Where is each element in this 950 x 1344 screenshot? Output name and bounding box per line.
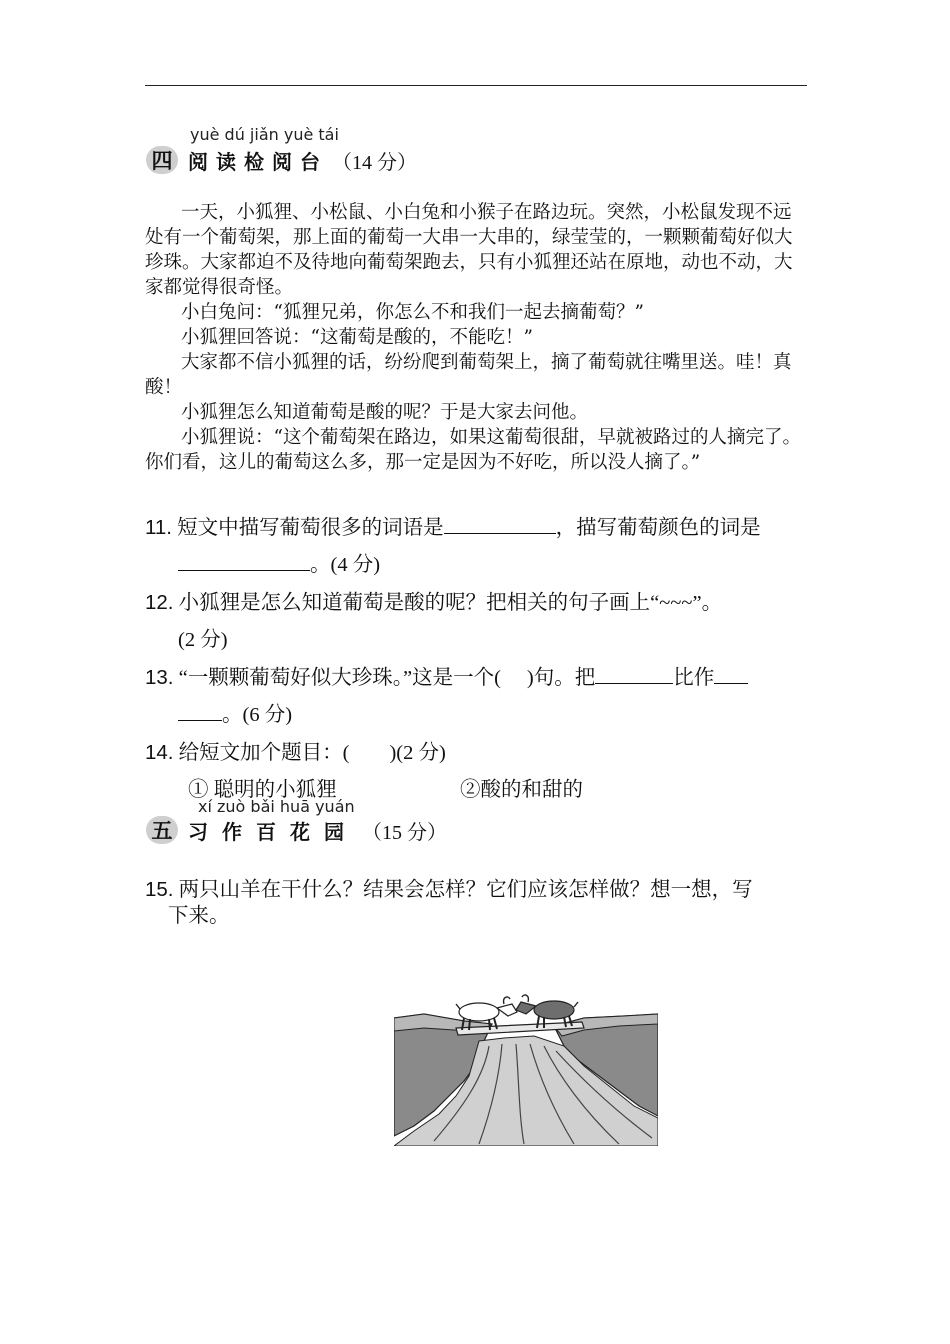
question-13-number: 13. [145,666,174,689]
question-15-line2: 下来。 [168,905,230,927]
question-12 [145,585,810,615]
passage-paragraph-4: 大家都不信小狐狸的话，纷纷爬到葡萄架上，摘了葡萄就往嘴里送。哇！真酸！ [145,352,792,398]
question-11-number: 11. [145,516,172,539]
answer-blank-13c-cont[interactable] [178,700,222,721]
question-14-option-1[interactable]: ① 聪明的小狐狸 [188,779,337,801]
question-12-text: 小狐狸是怎么知道葡萄是酸的呢？把相关的句子画上“~~~”。 [178,592,723,614]
section5-number: 五 [146,816,178,844]
answer-blank-13b[interactable] [595,663,673,684]
top-rule [145,85,807,86]
question-14-number: 14. [145,741,174,764]
question-13-text-b: )句。把 [526,667,596,689]
section4-number: 四 [146,146,178,174]
section4-header [146,145,417,175]
question-13-text-d: 。(6 分) [222,704,293,726]
question-11-text-a: 短文中描写葡萄很多的词语是 [177,517,444,539]
question-11-text-c: 。(4 分) [310,554,381,576]
answer-blank-11a[interactable] [444,513,556,534]
question-14-score: )(2 分) [389,742,446,764]
section4-title: 阅读检阅台 [188,149,328,174]
question-14-option-2[interactable]: ②酸的和甜的 [460,779,583,801]
goats-bridge-illustration [394,966,658,1146]
question-12-score: (2 分) [178,629,228,651]
section5-score: （15 分） [362,821,447,844]
question-13-text-c: 比作 [673,667,715,689]
question-13-text-a: “一颗颗葡萄好似大珍珠。”这是一个( [178,667,501,689]
section4-score: （14 分） [332,151,417,174]
section5-pinyin: xí zuò bǎi huā yuán [198,797,355,816]
question-11-line2 [178,547,843,577]
question-14 [145,735,810,765]
answer-blank-11b[interactable] [178,550,310,571]
passage-paragraph-5: 小狐狸怎么知道葡萄是酸的呢？于是大家去问他。 [181,402,589,423]
passage-paragraph-1: 一天，小狐狸、小松鼠、小白兔和小猴子在路边玩。突然，小松鼠发现不远处有一个葡萄架，那上面的葡萄一大串一大串的，绿莹莹的，一颗颗葡萄好似大珍珠。大家都迫不及待地向葡萄架跑去，只有小狐狸还站在原地，动也不动，大家都觉得很奇怪。 [145,202,793,298]
section5-header [146,815,447,845]
passage-paragraph-6: 小狐狸说：“这个葡萄架在路边，如果这葡萄很甜，早就被路过的人摘完了。你们看，这儿的葡萄这么多，那一定是因为不好吃，所以没人摘了。” [145,427,801,473]
question-13 [145,660,810,690]
question-15-number: 15. [145,878,174,901]
answer-blank-13c[interactable] [714,663,748,684]
question-12-number: 12. [145,591,174,614]
passage-paragraph-3: 小狐狸回答说：“这葡萄是酸的，不能吃！” [181,327,533,348]
question-11-text-b: ，描写葡萄颜色的词是 [555,517,761,539]
question-13-line2 [178,697,843,727]
question-14-text: 给短文加个题目：( [178,742,350,764]
section4-pinyin: yuè dú jiǎn yuè tái [190,125,339,144]
section5-title: 习作百花园 [188,819,358,844]
question-15-line1: 两只山羊在干什么？结果会怎样？它们应该怎样做？想一想，写 [178,879,753,901]
passage-paragraph-2: 小白兔问：“狐狸兄弟，你怎么不和我们一起去摘葡萄？” [181,302,644,323]
question-11 [145,510,810,540]
